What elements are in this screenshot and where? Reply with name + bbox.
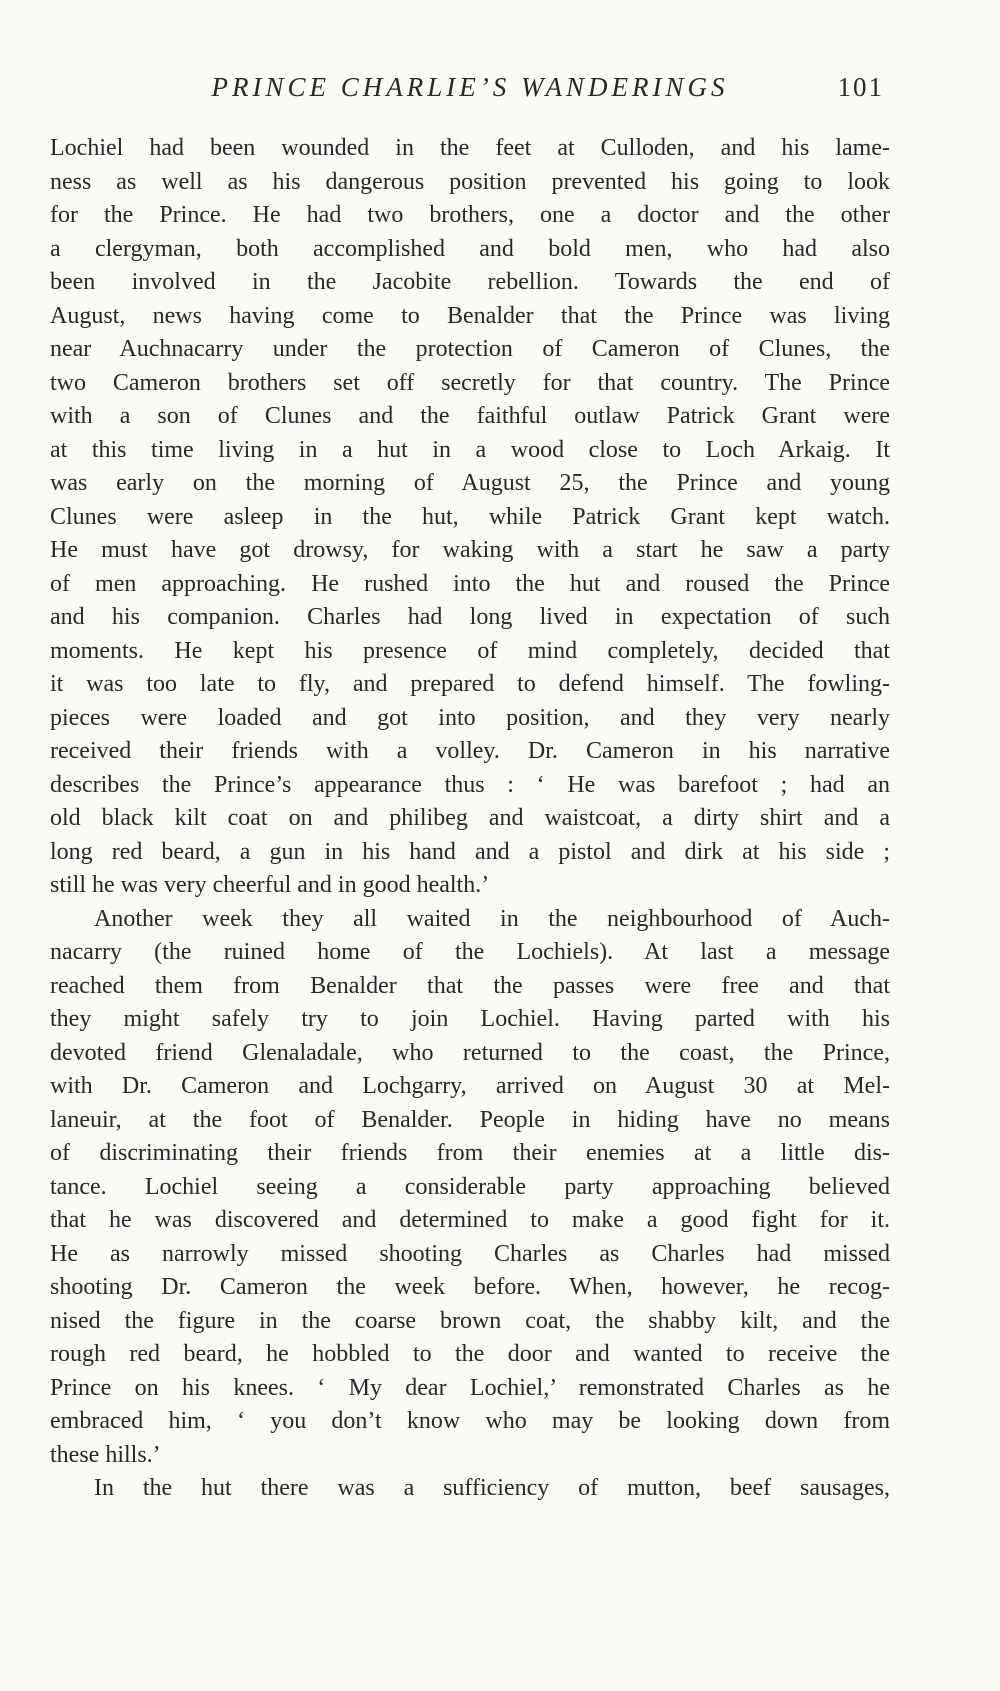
text-line: Prince on his knees. ‘ My dear Lochiel,’ remonstrated Charles as he <box>50 1374 890 1401</box>
text-line: with a son of Clunes and the faithful outlaw Patrick Grant were <box>50 403 890 429</box>
text-line: near Auchnacarry under the protection of Cameron of Clunes, the <box>50 336 890 362</box>
text-line: He as narrowly missed shooting Charles as Charles had missed <box>50 1240 890 1267</box>
text-line: long red beard, a gun in his hand and a pistol and dirk at his side ; <box>50 838 890 865</box>
text-line: two Cameron brothers set off secretly for that country. The Prince <box>50 369 890 396</box>
text-line: ness as well as his dangerous position prevented his going to look <box>50 168 890 195</box>
text-line: devoted friend Glenaladale, who returned to the coast, the Prince, <box>50 1039 890 1066</box>
text-line: these hills.’ <box>50 1441 161 1468</box>
text-line: embraced him, ‘ you don’t know who may be looking down from <box>50 1408 890 1434</box>
text-line: He must have got drowsy, for waking with a start he saw a party <box>50 537 890 563</box>
text-line: old black kilt coat on and philibeg and waistcoat, a dirty shirt and a <box>50 805 890 831</box>
text-line: describes the Prince’s appearance thus : ‘ He was barefoot ; had an <box>50 771 890 798</box>
running-header <box>50 72 890 108</box>
paragraph <box>50 132 890 903</box>
page-body <box>50 132 890 1506</box>
text-line: In the hut there was a sufficiency of mutton, beef sausages, <box>94 1475 890 1501</box>
text-line: at this time living in a hut in a wood close to Loch Arkaig. It <box>50 436 890 463</box>
text-line: Clunes were asleep in the hut, while Patrick Grant kept watch. <box>50 503 890 530</box>
text-line: for the Prince. He had two brothers, one a doctor and the other <box>50 202 890 228</box>
text-line: a clergyman, both accomplished and bold men, who had also <box>50 235 890 262</box>
text-line: pieces were loaded and got into position, and they very nearly <box>50 704 890 731</box>
text-line: rough red beard, he hobbled to the door and wanted to receive the <box>50 1341 890 1367</box>
text-line: they might safely try to join Lochiel. Having parted with his <box>50 1006 890 1032</box>
text-line: still he was very cheerful and in good health.’ <box>50 872 490 898</box>
text-line: nised the figure in the coarse brown coat, the shabby kilt, and the <box>50 1307 890 1334</box>
text-line: been involved in the Jacobite rebellion. Towards the end of <box>50 269 890 295</box>
text-line: of men approaching. He rushed into the hut and roused the Prince <box>50 570 890 597</box>
text-line: was early on the morning of August 25, the Prince and young <box>50 470 890 496</box>
page-title: PRINCE CHARLIE’S WANDERINGS <box>211 72 729 102</box>
text-line: received their friends with a volley. Dr. Cameron in his narrative <box>50 738 890 764</box>
paragraph <box>50 1472 890 1506</box>
text-line: of discriminating their friends from their enemies at a little dis- <box>50 1140 890 1166</box>
text-line: and his companion. Charles had long lived in expectation of such <box>50 604 890 630</box>
text-line: tance. Lochiel seeing a considerable party approaching believed <box>50 1173 890 1200</box>
text-line: laneuir, at the foot of Benalder. People in hiding have no means <box>50 1106 890 1133</box>
text-line: August, news having come to Benalder that the Prince was living <box>50 302 890 329</box>
text-line: Lochiel had been wounded in the feet at Culloden, and his lame- <box>50 135 890 161</box>
paragraph <box>50 903 890 1473</box>
text-line: shooting Dr. Cameron the week before. When, however, he recog- <box>50 1274 890 1300</box>
text-line: Another week they all waited in the neighbourhood of Auch- <box>94 905 890 932</box>
text-line: it was too late to fly, and prepared to defend himself. The fowling- <box>50 671 890 697</box>
text-line: nacarry (the ruined home of the Lochiels). At last a message <box>50 939 890 965</box>
text-line: moments. He kept his presence of mind completely, decided that <box>50 637 890 664</box>
text-line: with Dr. Cameron and Lochgarry, arrived on August 30 at Mel- <box>50 1073 890 1099</box>
page-number: 101 <box>837 72 884 102</box>
text-line: reached them from Benalder that the passes were free and that <box>50 972 890 999</box>
text-line: that he was discovered and determined to make a good fight for it. <box>50 1207 890 1233</box>
